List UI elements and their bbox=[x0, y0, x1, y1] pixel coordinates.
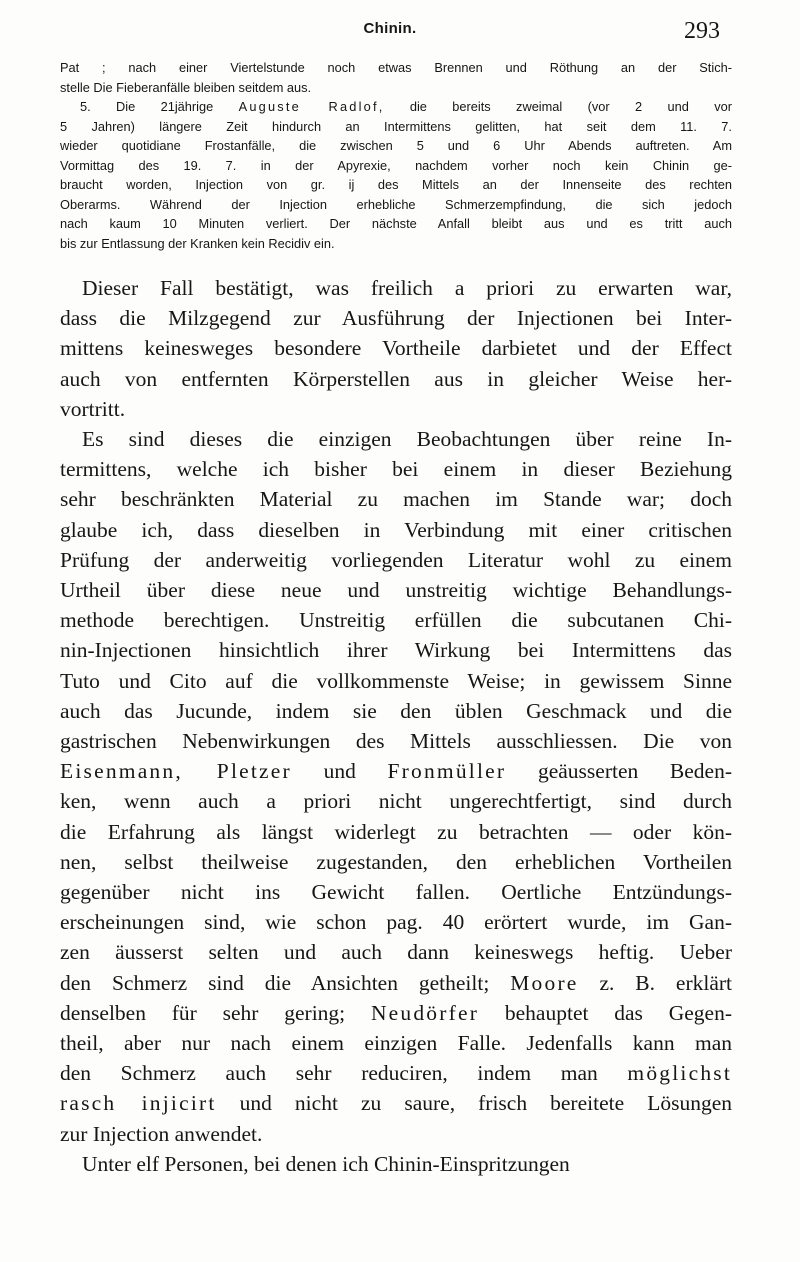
text-line bbox=[60, 756, 732, 786]
text-line: Dieser Fall bestätigt, was freilich a priori zu erwarten war, bbox=[82, 276, 732, 300]
text-line: ken, wenn auch a priori nicht ungerechtfertigt, sind durch bbox=[60, 789, 732, 814]
text-fragment: und nicht zu saure, frisch bereitete Lösungen bbox=[239, 1091, 732, 1116]
text-line: mittens keinesweges besondere Vortheile darbietet und der Effect bbox=[60, 336, 732, 361]
text-line: gastrischen Nebenwirkungen des Mittels ausschliessen. Die von bbox=[60, 729, 732, 754]
text-line: 5 Jahren) längere Zeit hindurch an Intermittens gelitten, hat seit dem 11. 7. bbox=[60, 118, 732, 134]
paragraph-1 bbox=[60, 273, 732, 424]
text-fragment: und bbox=[323, 759, 356, 784]
text-line: Es sind dieses die einzigen Beobachtungen über reine In- bbox=[82, 427, 732, 452]
text-line bbox=[60, 998, 732, 1028]
text-line: Vormittag des 19. 7. in der Apyrexie, nachdem vorher noch kein Chinin ge- bbox=[60, 157, 732, 173]
text-line: nach kaum 10 Minuten verliert. Der nächste Anfall bleibt aus und es tritt auch bbox=[60, 216, 732, 231]
case-note-5 bbox=[60, 97, 732, 117]
text-line: theil, aber nur nach einem einzigen Falle. Jedenfalls kann man bbox=[60, 1031, 732, 1056]
text-line: gegenüber nicht ins Gewicht fallen. Oertliche Entzündungs- bbox=[60, 880, 732, 905]
text-line: nen, selbst theilweise zugestanden, den erheblichen Vortheilen bbox=[60, 849, 732, 874]
text-line: bis zur Entlassung der Kranken kein Recidiv ein. bbox=[60, 235, 335, 251]
text-line bbox=[80, 97, 732, 117]
text-line: Unter elf Personen, bei denen ich Chinin-Einspritzungen bbox=[82, 1151, 570, 1176]
case-note-continuation bbox=[60, 58, 732, 97]
text-fragment: z. B. erklärt bbox=[599, 970, 733, 995]
case-text: die bereits zweimal (vor 2 und vor bbox=[409, 99, 732, 114]
text-line: die Erfahrung als längst widerlegt zu betrachten — oder kön- bbox=[60, 819, 732, 844]
text-line: Urtheil über diese neue und unstreitig wichtige Behandlungs- bbox=[60, 578, 732, 603]
paragraph-2 bbox=[60, 424, 732, 1149]
case-note-5-body bbox=[60, 117, 732, 254]
author-name: Fronmüller bbox=[387, 759, 507, 784]
text-fragment: geäusserten Beden- bbox=[537, 759, 733, 784]
text-line: zur Injection anwendet. bbox=[60, 1121, 263, 1146]
text-line bbox=[60, 1058, 732, 1088]
text-line: nin-Injectionen hinsichtlich ihrer Wirkung bei Intermittens das bbox=[60, 638, 732, 663]
author-name: Neudörfer bbox=[370, 1000, 480, 1025]
text-line: termittens, welche ich bisher bei einem in dieser Beziehung bbox=[60, 457, 732, 482]
text-line bbox=[60, 1088, 732, 1118]
text-line: zen äusserst selten und auch dann keineswegs heftig. Ueber bbox=[60, 940, 732, 965]
text-line: erscheinungen sind, wie schon pag. 40 erörtert wurde, im Gan- bbox=[60, 910, 732, 935]
text-line: dass die Milzgegend zur Ausführung der Injectionen bei Inter- bbox=[60, 306, 732, 331]
text-fragment: den Schmerz auch sehr reduciren, indem man bbox=[60, 1061, 598, 1086]
text-line: glaube ich, dass dieselben in Verbindung mit einer critischen bbox=[60, 517, 732, 542]
text-fragment: den Schmerz sind die Ansichten getheilt; bbox=[60, 970, 490, 995]
text-line: Pat ; nach einer Viertelstunde noch etwas Brennen und Röthung an der Stich- bbox=[60, 60, 732, 75]
text-fragment: behauptet das Gegen- bbox=[504, 1000, 732, 1025]
text-line: stelle Die Fieberanfälle bleiben seitdem aus. bbox=[60, 79, 312, 95]
emphasis-text: möglichst bbox=[627, 1061, 733, 1086]
page-body bbox=[60, 58, 732, 1179]
case-number-text: 5. Die 21jährige bbox=[80, 99, 214, 114]
text-line: auch von entfernten Körperstellen aus in gleicher Weise her- bbox=[60, 366, 732, 391]
text-fragment: denselben für sehr gering; bbox=[60, 1000, 346, 1025]
text-line: braucht worden, Injection von gr. ij des Mittels an der Innenseite des rechten bbox=[60, 177, 732, 192]
text-line: Oberarms. Während der Injection erhebliche Schmerzempfindung, die sich jedoch bbox=[60, 196, 732, 212]
text-line: Tuto und Cito auf die vollkommenste Weise; in gewissem Sinne bbox=[60, 668, 732, 693]
page-header bbox=[60, 10, 720, 50]
author-name: Moore bbox=[510, 970, 579, 995]
text-line: methode berechtigen. Unstreitig erfüllen die subcutanen Chi- bbox=[60, 608, 732, 633]
text-line: wieder quotidiane Frostanfälle, die zwischen 5 und 6 Uhr Abends auftreten. Am bbox=[60, 138, 732, 153]
text-line: auch das Jucunde, indem sie den üblen Geschmack und die bbox=[60, 698, 732, 723]
emphasis-text: rasch injicirt bbox=[60, 1091, 217, 1116]
patient-name: Auguste Radlof, bbox=[238, 99, 385, 114]
author-names: Eisenmann, Pletzer bbox=[60, 759, 292, 784]
text-line: vortritt. bbox=[60, 396, 126, 421]
text-line: sehr beschränkten Material zu machen im Stande war; doch bbox=[60, 487, 732, 512]
running-title: Chinin. bbox=[363, 20, 417, 37]
text-line bbox=[60, 968, 732, 998]
paragraph-3 bbox=[60, 1149, 732, 1179]
text-line: Prüfung der anderweitig vorliegenden Literatur wohl zu einem bbox=[60, 547, 732, 572]
page-number: 293 bbox=[684, 18, 720, 44]
